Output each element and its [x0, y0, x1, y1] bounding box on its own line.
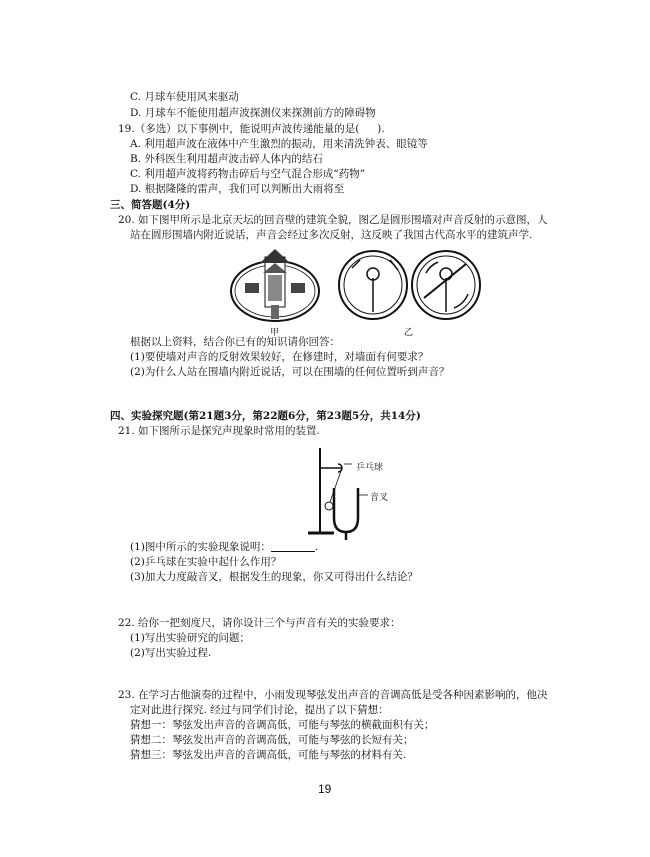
answer-blank[interactable]	[271, 540, 315, 552]
tuning-fork-apparatus	[300, 440, 410, 540]
question-21-sub-1	[130, 540, 318, 554]
section-3-heading: 三、简答题(4分)	[110, 199, 191, 211]
reflection-diagram	[338, 248, 483, 323]
question-20-sub-1: (1)要使墙对声音的反射效果较好，在修建时，对墙面有何要求？	[130, 351, 429, 363]
question-19-option-d: D. 根据隆隆的雷声，我们可以判断出大雨将至	[130, 183, 345, 195]
pingpong-label: 乒乓球	[356, 463, 384, 473]
question-19-end: ).	[377, 123, 385, 135]
question-19	[118, 122, 385, 136]
question-22: 22. 给你一把刻度尺，请你设计三个与声音有关的实验要求：	[118, 617, 401, 629]
question-21-sub-2: (2)乒乓球在实验中起什么作用？	[130, 556, 282, 568]
page-number: 19	[318, 782, 332, 796]
question-23-guess-2: 猜想二：琴弦发出声音的音调高低，可能与琴弦的长短有关；	[130, 734, 414, 746]
question-21: 21. 如下图所示是探究声现象时常用的装置.	[118, 425, 320, 437]
question-20-sub-2: (2)为什么人站在围墙内附近说话，可以在围墙的任何位置听到声音？	[130, 366, 450, 378]
question-22-sub-1: (1)写出实验研究的问题；	[130, 632, 250, 644]
question-23-guess-1: 猜想一：琴弦发出声音的音调高低，可能与琴弦的横截面积有关；	[130, 719, 435, 731]
question-23-line-1: 23. 在学习古他演奏的过程中，小雨发现琴弦发出声音的音调高低是受各种因素影响的，他决	[118, 689, 548, 701]
question-21-sub-1-period: .	[314, 541, 319, 553]
question-21-sub-3: (3)加大力度敲音叉，根据发生的现象，你又可得出什么结论？	[130, 571, 418, 583]
question-22-sub-2: (2)写出实验过程.	[130, 647, 212, 659]
question-23-guess-3: 猜想三：琴弦发出声音的音调高低，可能与琴弦的材料有关.	[130, 749, 407, 761]
question-19-option-a: A. 利用超声波在液体中产生激烈的振动，用来清洗钟表、眼镜等	[130, 138, 428, 150]
question-20-prompt: 根据以上资料，结合你已有的知识请你回答：	[130, 336, 340, 348]
tuning-fork-label: 音叉	[370, 493, 389, 503]
figure-jia-label: 甲	[270, 328, 280, 338]
question-19-stem: 19.（多选）以下事例中，能说明声波传递能量的是(	[118, 123, 360, 135]
section-4-heading: 四、实验探究题(第21题3分，第22题6分，第23题5分，共14分)	[110, 410, 421, 422]
option-c-prev: C. 月球车使用风来驱动	[130, 91, 239, 103]
echo-wall-figure	[225, 243, 325, 328]
question-20-line-2: 站在圆形围墙内附近说话，声音会经过多次反射，这反映了我国古代高水平的建筑声学.	[130, 229, 533, 241]
question-19-option-b: B. 外科医生利用超声波击碎人体内的结石	[130, 153, 323, 165]
question-23-line-2: 定对此进行探究. 经过与同学们讨论，提出了以下猜想：	[130, 704, 389, 716]
question-19-option-c: C. 利用超声波将药物击碎后与空气混合形成“药物”	[130, 168, 366, 180]
question-20-line-1: 20. 如下图甲所示是北京天坛的回音壁的建筑全貌，图乙是圆形围墙对声音反射的示意图，人	[118, 214, 548, 226]
question-21-sub-1-text: (1)图中所示的实验现象说明：	[130, 541, 271, 553]
figure-yi-label: 乙	[404, 328, 414, 338]
option-d-prev: D. 月球车不能使用超声波探测仪来探测前方的障碍物	[130, 107, 376, 119]
